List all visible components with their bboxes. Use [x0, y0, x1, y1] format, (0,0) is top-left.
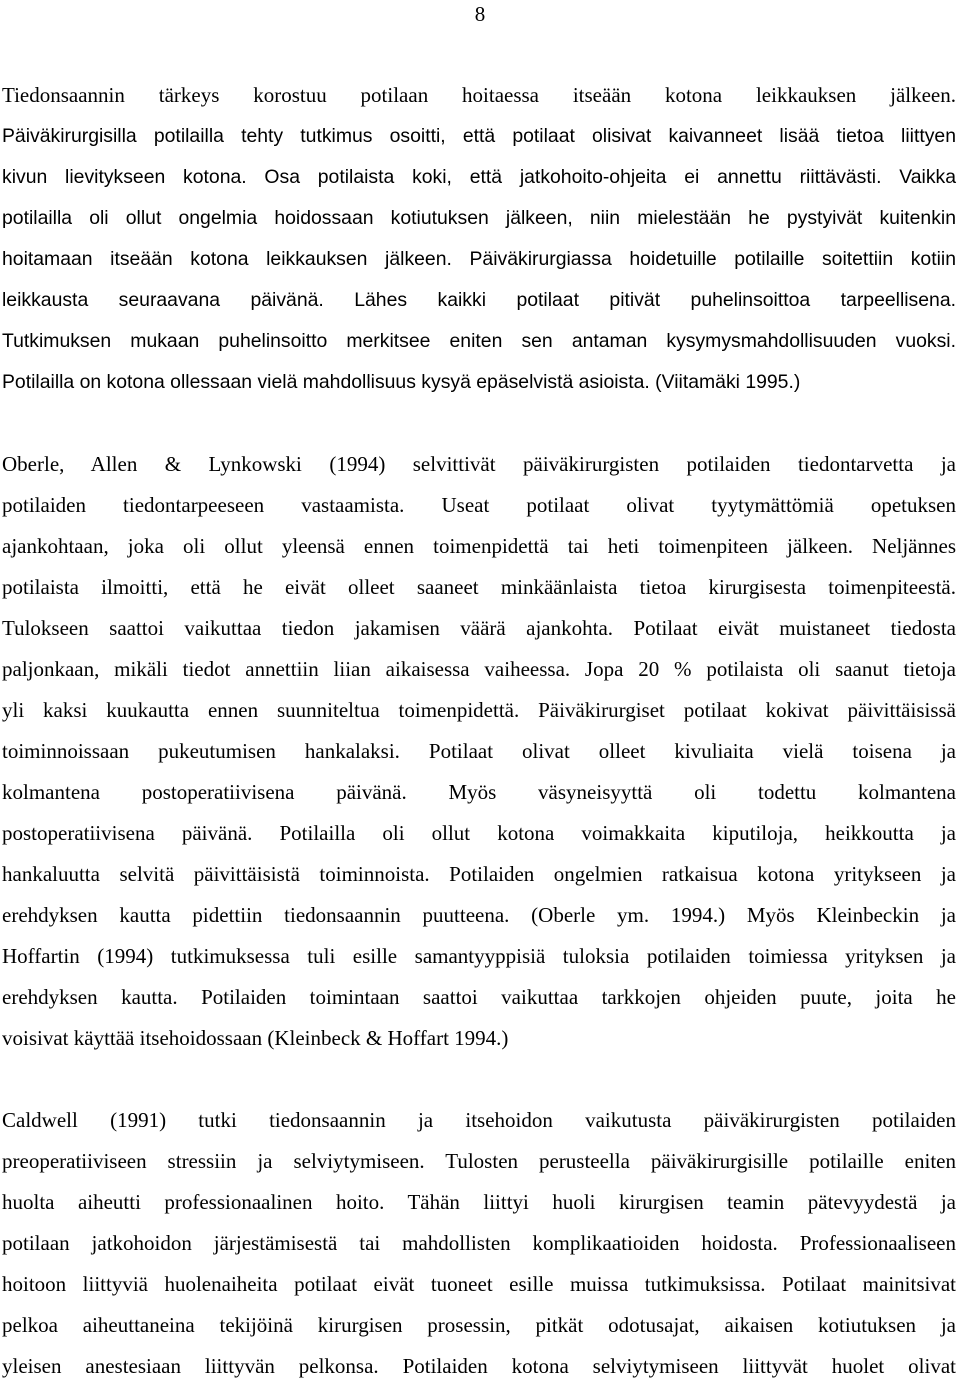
text-line: Hoffartin (1994) tutkimuksessa tuli esille samantyyppisiä tuloksia potilaiden toimiessa yrityksen ja [2, 944, 956, 968]
text-line: hoitoon liittyviä huolenaiheita potilaat eivät tuoneet esille muissa tutkimuksissa. Potilaat mainitsivat [2, 1272, 956, 1296]
text-line: postoperatiivisena päivänä. Potilailla oli ollut kotona voimakkaita kiputiloja, heikkoutta ja [2, 821, 956, 845]
text-line: huolta aiheutti professionaalinen hoito. Tähän liittyi huoli kirurgisen teamin pätevyydestä ja [2, 1190, 956, 1214]
text-line: kolmantena postoperatiivisena päivänä. Myös väsyneisyyttä oli todettu kolmantena [2, 780, 956, 804]
text-line: potilaan jatkohoidon järjestämisestä tai mahdollisten komplikaatioiden hoidosta. Professionaaliseen [2, 1231, 956, 1255]
text-line: Tiedonsaannin tärkeys korostuu potilaan hoitaessa itseään kotona leikkauksen jälkeen. [2, 83, 956, 107]
text-line: erehdyksen kautta. Potilaiden toimintaan saattoi vaikuttaa tarkkojen ohjeiden puute, joita he [2, 985, 956, 1009]
text-line: toiminnoissaan pukeutumisen hankalaksi. Potilaat olivat olleet kivuliaita vielä toisena ja [2, 739, 956, 763]
text-line: erehdyksen kautta pidettiin tiedonsaannin puutteena. (Oberle ym. 1994.) Myös Kleinbeckin ja [2, 903, 956, 927]
text-line: yli kaksi kuukautta ennen suunniteltua toimenpidettä. Päiväkirurgiset potilaat kokivat päivittäisissä [2, 698, 956, 722]
text-line: leikkausta seuraavana päivänä. Lähes kaikki potilaat pitivät puhelinsoittoa tarpeellisena. [2, 289, 956, 311]
page-number: 8 [474, 2, 486, 26]
text-line: hankaluutta selvitä päivittäisistä toiminnoista. Potilaiden ongelmien ratkaisua kotona yritykseen ja [2, 862, 956, 886]
text-line: yleisen anestesiaan liittyvän pelkonsa. Potilaiden kotona selviytymiseen liittyvät huolet olivat [2, 1354, 956, 1378]
text-line: Caldwell (1991) tutki tiedonsaannin ja itsehoidon vaikutusta päiväkirurgisten potilaiden [2, 1108, 956, 1132]
text-line: Päiväkirurgisilla potilailla tehty tutkimus osoitti, että potilaat olisivat kaivanneet lisää tietoa liittyen [2, 125, 956, 147]
text-line: Potilailla on kotona ollessaan vielä mahdollisuus kysyä epäselvistä asioista. (Viitamäki 1995.) [2, 371, 801, 393]
text-line: pelkoa aiheuttaneina tekijöinä kirurgisen prosessin, pitkät odotusajat, aikaisen kotiutuksen ja [2, 1313, 956, 1337]
text-line: potilaiden tiedontarpeeseen vastaamista. Useat potilaat olivat tyytymättömiä opetuksen [2, 493, 956, 517]
text-line: potilaista ilmoitti, että he eivät olleet saaneet minkäänlaista tietoa kirurgisesta toimenpiteestä. [2, 575, 956, 599]
text-line: ajankohtaan, joka oli ollut yleensä ennen toimenpidettä tai heti toimenpiteen jälkeen. Neljännes [2, 534, 956, 558]
text-line: Tulokseen saattoi vaikuttaa tiedon jakamisen väärä ajankohta. Potilaat eivät muistaneet tiedosta [2, 616, 956, 640]
text-line: preoperatiiviseen stressiin ja selviytymiseen. Tulosten perusteella päiväkirurgisille potilaille eniten [2, 1149, 956, 1173]
text-line: hoitamaan itseään kotona leikkauksen jälkeen. Päiväkirurgiassa hoidetuille potilaille soitettiin kotiin [2, 248, 956, 270]
text-line: voisivat käyttää itsehoidossaan (Kleinbeck & Hoffart 1994.) [2, 1026, 509, 1050]
text-line: paljonkaan, mikäli tiedot annettiin liian aikaisessa vaiheessa. Jopa 20 % potilaista oli saanut tietoja [2, 657, 956, 681]
text-line: Tutkimuksen mukaan puhelinsoitto merkitsee eniten sen antaman kysymysmahdollisuuden vuoksi. [2, 330, 956, 352]
text-line: Oberle, Allen & Lynkowski (1994) selvittivät päiväkirurgisten potilaiden tiedontarvetta ja [2, 452, 956, 476]
text-line: potilailla oli ollut ongelmia hoidossaan kotiutuksen jälkeen, niin mielestään he pystyivät kuitenkin [2, 207, 956, 229]
text-line: kivun lievitykseen kotona. Osa potilaista koki, että jatkohoito-ohjeita ei annettu riittävästi. Vaikka [2, 166, 956, 188]
